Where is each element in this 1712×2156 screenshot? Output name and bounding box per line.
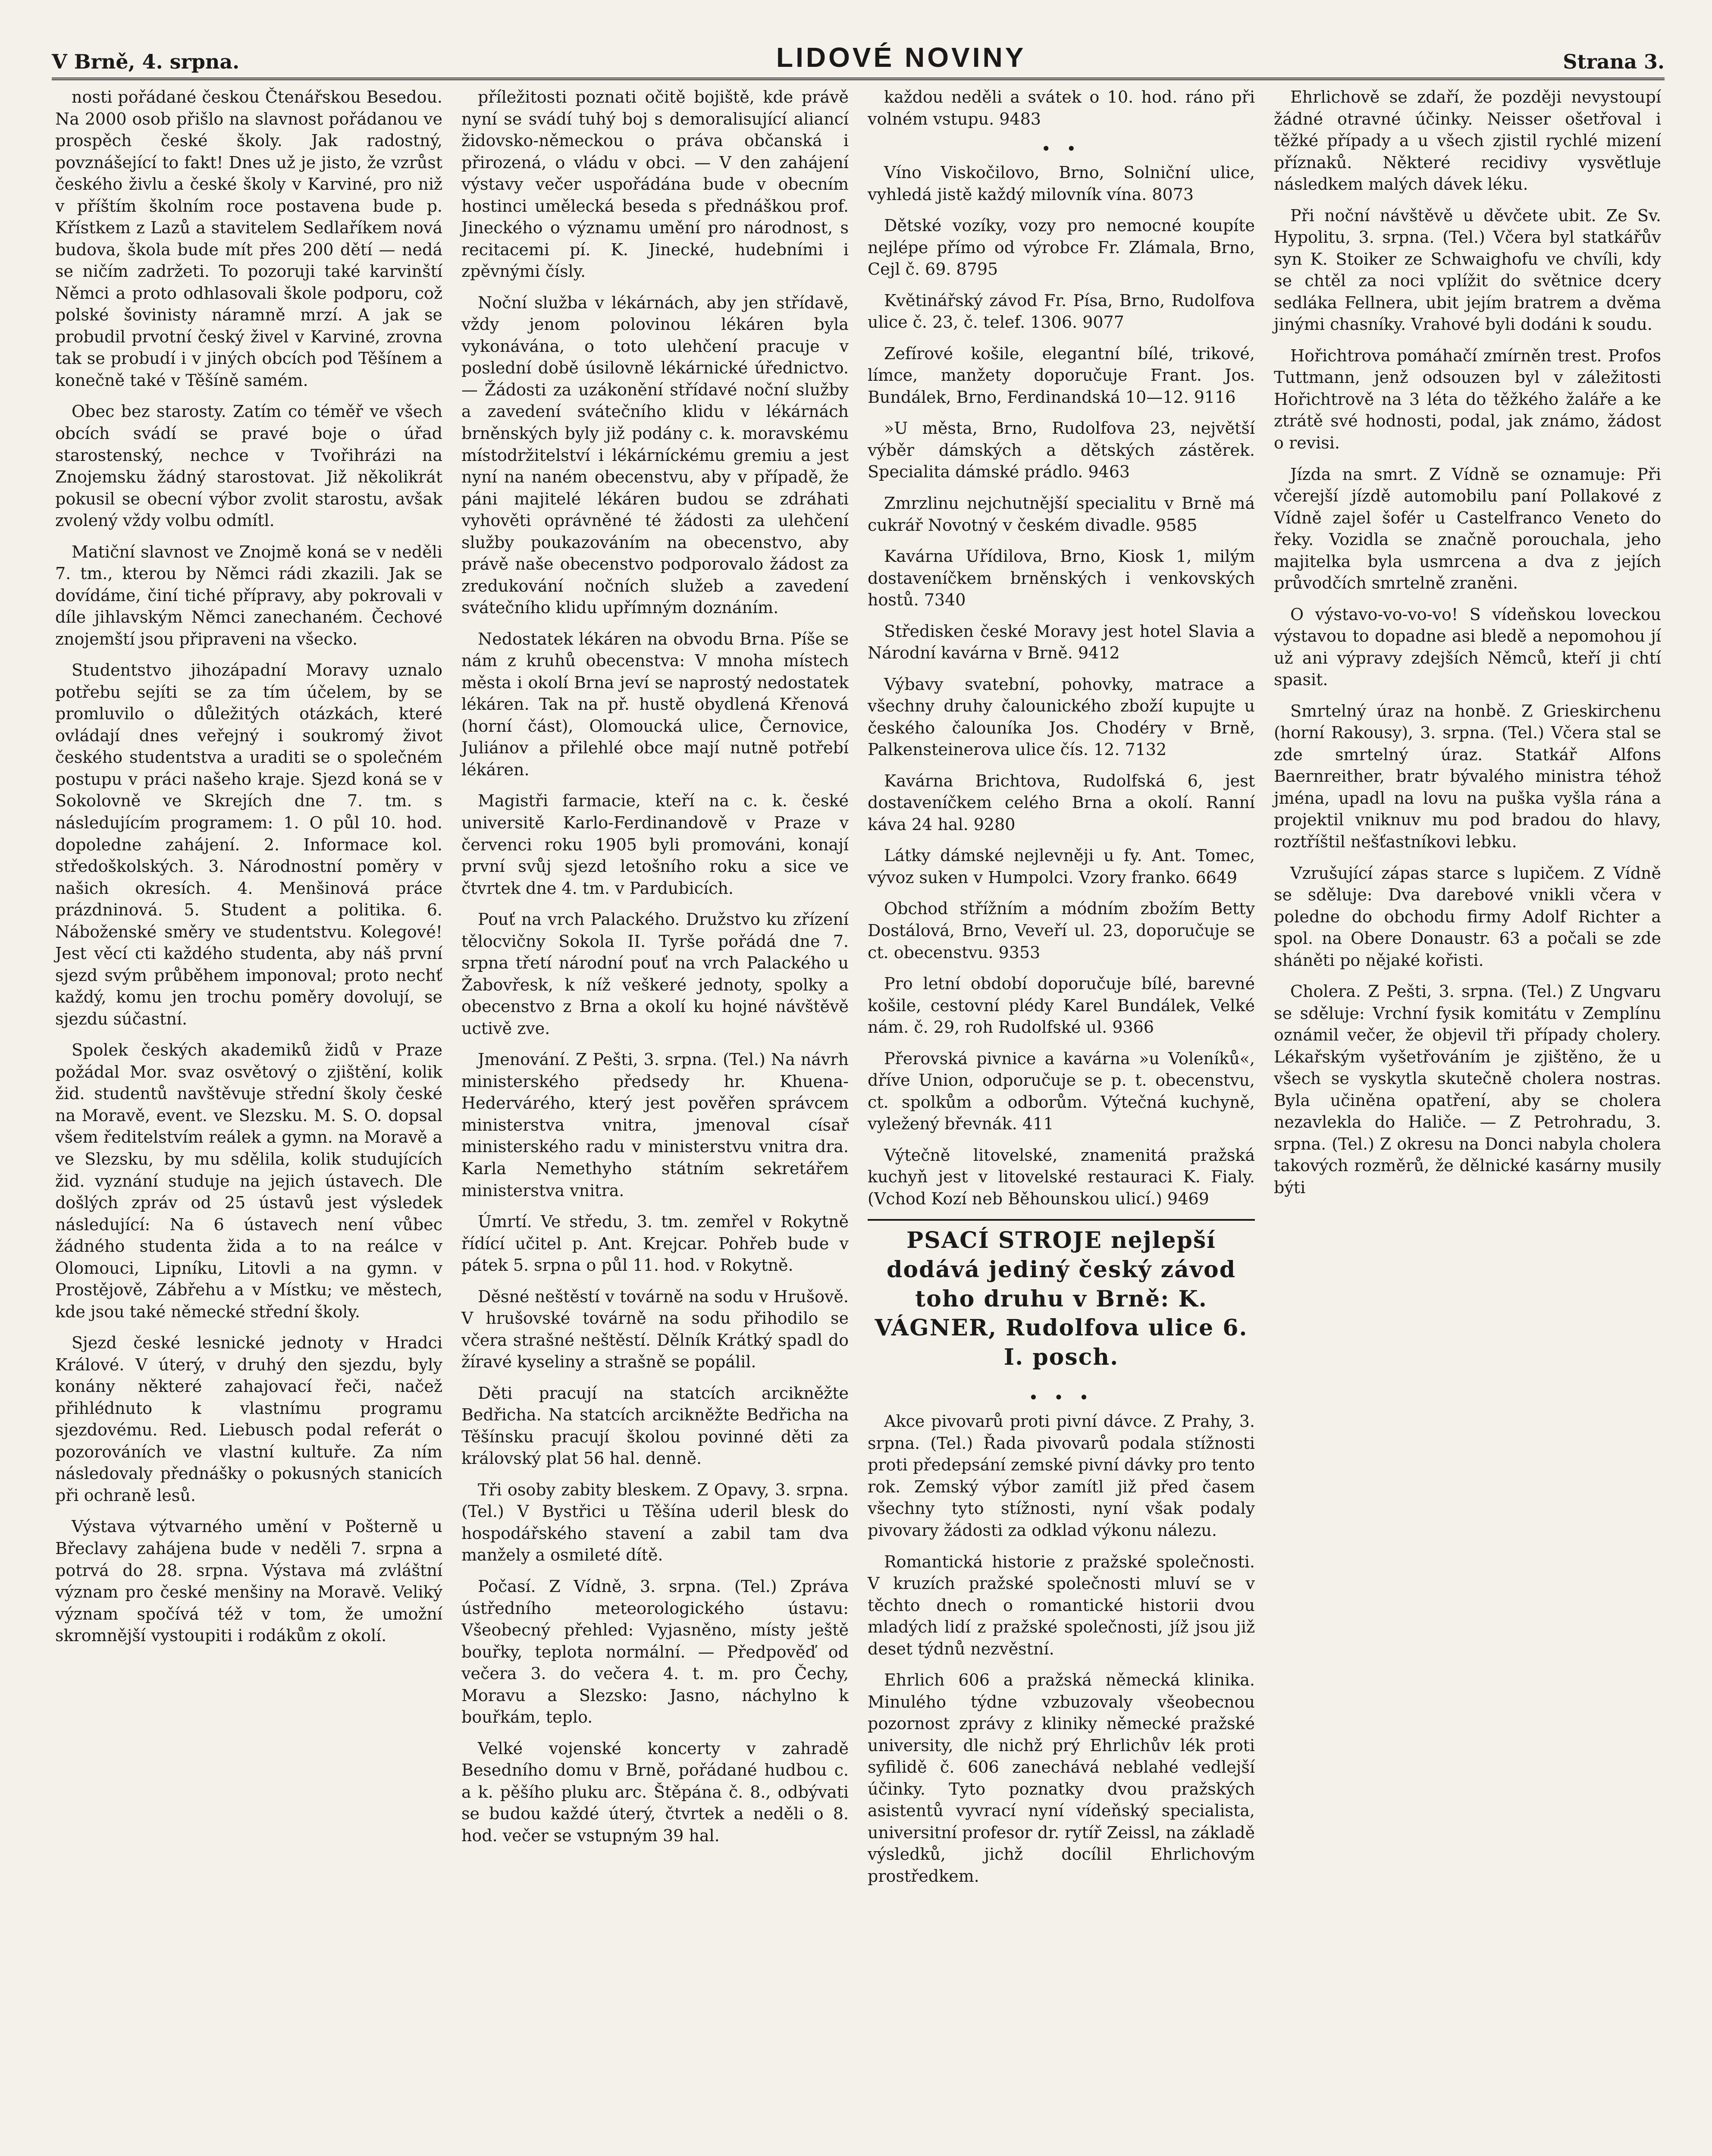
classified-ad: Dětské vozíky, vozy pro nemocné koupíte nejlépe přímo od výrobce Fr. Zlámala, Brno, Cejl č. 69. 8795 <box>868 216 1255 279</box>
classified-ad: Výtečně litovelské, znamenitá pražská kuchyň jest v litovelské restauraci K. Fialy. (Vchod Kozí neb Běhounskou ulicí.) 9469 <box>868 1145 1255 1208</box>
classified-ad: Kavárna Brichtova, Rudolfská 6, jest dostaveníčkem celého Brna a okolí. Ranní káva 24 hal. 9280 <box>868 771 1255 834</box>
article-paragraph: Hořichtrova pomáhačí zmírněn trest. Profos Tuttmann, jenž odsouzen byl v záležitosti Hořichtrově na 3 léta do těžkého žaláře a ke ztrátě své hodnosti, podal, jak známo, žádost o revisi. <box>1274 346 1661 452</box>
article-paragraph: Pouť na vrch Palackého. Družstvo ku zřízení tělocvičny Sokola II. Tyrše pořádá dne 7. srpna třetí národní pouť na vrch Palackého u Žabovřesk, k níž veškeré jednoty, spolky a obecenstvo z Brna a okolí ku hojné návštěvě uctivě zve. <box>461 910 849 1038</box>
article-paragraph: Ehrlichově se zdaří, že později nevystoupí žádné otravné účinky. Neisser ošetřoval i těžké případy a u všech zjistil rychlé mizení příznaků. Některé recidivy vysvětluje následkem malých dávek léku. <box>1274 88 1661 194</box>
column-1 <box>52 86 446 2156</box>
article-paragraph: příležitosti poznati očitě bojiště, kde právě nyní se svádí tuhý boj s demoralisující aliancí židovsko-německou o práva občanská i přirozená, o vládu v obci. — V den zahájení výstavy večer uspořádána bude v obecním hostinci umělecká beseda s přednáškou prof. Jineckého o významu umění pro národnost, s recitacemi pí. K. Jinecké, hudebními i zpěvnými čísly. <box>461 88 849 281</box>
separator-dots: • • • <box>1028 1388 1094 1407</box>
classified-ad: »U města, Brno, Rudolfova 23, největší výběr dámských a dětských zástěrek. Specialita dámské prádlo. 9463 <box>868 419 1255 482</box>
masthead <box>52 17 1665 80</box>
classified-ad: Kavárna Uřídilova, Brno, Kiosk 1, milým dostaveníčkem brněnských i venkovských hostů. 7340 <box>868 547 1255 610</box>
classified-ad: Pro letní období doporučuje bílé, barevné košile, cestovní plédy Karel Bundálek, Velké nám. č. 29, roh Rudolfské ul. 9366 <box>868 974 1255 1037</box>
columns <box>52 86 1665 2156</box>
classified-ad: Květinářský závod Fr. Písa, Brno, Rudolfova ulice č. 23, č. telef. 1306. 9077 <box>868 291 1255 332</box>
classified-ad: Přerovská pivnice a kavárna »u Voleníků«, dříve Union, odporučuje se p. t. obecenstvu, ct. spolkům a odborům. Výtečná kuchyně, vyležený břevnák. 411 <box>868 1049 1255 1134</box>
article-paragraph: Jízda na smrt. Z Vídně se oznamuje: Při včerejší jízdě automobilu paní Pollakové z Vídně zajel šofér u Castelfranco Veneto do řeky. Vozidla se značně porouchala, jeho majitelka byla usmrcena a dva z jejích průvodčích smrtelně zraněni. <box>1274 464 1661 593</box>
article-paragraph: Studentstvo jihozápadní Moravy uznalo potřebu sejíti se za tím účelem, by se promluvilo o důležitých otázkách, které ovládají dnes veřejný i soukromý život českého studentstva a uraditi se o společném postupu v práci našeho kraje. Sjezd koná se v Sokolovně ve Skrejích dne 7. tm. s následujícím programem: 1. O půl 10. hod. dopoledne zahájení. 2. Informace kol. středoškolských. 3. Národnostní poměry v našich okresích. 4. Menšinová práce prázdninová. 5. Student a politika. 6. Náboženské směry ve studentstvu. Kolegové! Jest věcí cti každého studenta, aby náš první sjezd svým průběhem imponoval; proto nechť každý, komu jen trochu poměry dovolují, se sjezdu súčastní. <box>55 661 442 1028</box>
article-paragraph: Noční služba v lékárnách, aby jen střídavě, vždy jenom polovinou lékáren byla vykonávána, o toto ulehčení pracuje v poslední době úsilovně lékárnické úřednictvo. — Žádosti za uzákonění střídavé noční služby a zavedení svátečního klidu v lékárnách brněnských byly již podány c. k. moravskému místodržitelství i lékárníckému gremiu a jest nyní na naném obecenstvu, aby v případě, že páni majitelé lékáren budou se zdráhati vyhověti oprávněné té žádosti za ulehčení služby poukazováním na obecenstvo, aby právě naše obecenstvo podporovalo žádost za zredukování nočních služeb a zavedení svátečního klidu upřímným doznáním. <box>461 293 849 617</box>
page-number: Strana 3. <box>1563 50 1665 73</box>
classified-ad: Zefírové košile, elegantní bílé, trikové, límce, manžety doporučuje Frant. Jos. Bundálek, Brno, Ferdinandská 10—12. 9116 <box>868 344 1255 407</box>
article-paragraph: Cholera. Z Pešti, 3. srpna. (Tel.) Z Ungvaru se sděluje: Vrchní fysik komitátu v Zemplínu oznámil večer, že objevil tři případy cholery. Lékařským vyšetřováním je zjištěno, že u všech se vyskytla skutečně cholera nostras. Byla učiněna opatření, aby se cholera nezavlekla do Haliče. — Z Petrohradu, 3. srpna. (Tel.) Z okresu na Donci nabyla cholera takových rozměrů, že dělnické kasárny musily býti <box>1274 982 1661 1197</box>
classified-ad: Zmrzlinu nejchutnější specialitu v Brně má cukrář Novotný v českém divadle. 9585 <box>868 493 1255 535</box>
separator-dots: • • <box>1041 139 1082 159</box>
classified-ad: Víno Viskočilovo, Brno, Solniční ulice, vyhledá jistě každý milovník vína. 8073 <box>868 163 1255 204</box>
article-paragraph: Sjezd české lesnické jednoty v Hradci Králové. V úterý, v druhý den sjezdu, byly konány některé zahajovací řeči, načež přihlédnuto k vlastnímu programu sjezdovému. Red. Liebusch podal referát o pozorováních ve vlastní kultuře. Za ním následovaly přednášky o pokusných stanicích při ochraně lesů. <box>55 1333 442 1505</box>
article-paragraph: Matiční slavnost ve Znojmě koná se v neděli 7. tm., kterou by Němci rádi zkazili. Jak se dovídáme, činí tiché přípravy, aby pokrovali v díle jihlavským Němci zanechaném. Čechové znojemští jsou připraveni na všecko. <box>55 542 442 649</box>
article-paragraph: Romantická historie z pražské společnosti. V kruzích pražské společnosti mluví se v těchto dnech o romantické historii dvou mladých lidí z pražské společnosti, jíž jsou již deset týdnů nezvěstní. <box>868 1552 1255 1658</box>
article-paragraph: každou neděli a svátek o 10. hod. ráno při volném vstupu. 9483 <box>868 88 1255 128</box>
article-paragraph: O výstavo-vo-vo-vo! S vídeňskou loveckou výstavou to dopadne asi bledě a nepomohou jí už ani výpravy zdejších Němců, kteří ji chtí spasit. <box>1274 605 1661 689</box>
typewriter-ad-text: PSACÍ STROJE nejlepší dodává jediný český závod toho druhu v Brně: K. VÁGNER, Rudolfova ulice 6. I. posch. <box>875 1227 1248 1370</box>
article-paragraph: Výstava výtvarného umění v Pošterně u Břeclavy zahájena bude v neděli 7. srpna a potrvá do 28. srpna. Výstava má zvláštní význam pro české menšiny na Moravě. Veliký význam spočívá též v tom, že umožní skromnější vystoupiti i rodákům z okolí. <box>55 1517 442 1645</box>
article-paragraph: Při noční návštěvě u děvčete ubit. Ze Sv. Hypolitu, 3. srpna. (Tel.) Včera byl statkářův syn K. Stoiker ze Schwaighofu ve chvíli, kdy se chtěl za noci vplížit do světnice dcery sedláka Fellnera, ubit jejím bratrem a dvěma jinými chasníky. Vrahové byli dodáni k soudu. <box>1274 206 1661 334</box>
classified-ad: Obchod střížním a módním zbožím Betty Dostálová, Brno, Veveří ul. 23, doporučuje se ct. obecenstvu. 9353 <box>868 899 1255 962</box>
column-3-top <box>868 86 1255 130</box>
article-paragraph: Obec bez starosty. Zatím co téměř ve všech obcích svádí se pravé boje o úřad starostenský, nechce v Tvořihrázi na Znojemsku žádný starostovat. Již několikrát pokusil se obecní výbor zvolit starostu, avšak zvolený vždy volbu odmítl. <box>55 402 442 530</box>
newspaper-title: LIDOVÉ NOVINY <box>776 42 1026 73</box>
typewriter-ad <box>868 1219 1255 1385</box>
article-paragraph: Vzrušující zápas starce s lupičem. Z Vídně se sděluje: Dva darebové vnikli včera v poledne do obchodu firmy Adolf Richter a spol. na Obere Donaustr. 63 a počali se zde sháněti po nějaké kořisti. <box>1274 863 1661 970</box>
article-paragraph: Tři osoby zabity bleskem. Z Opavy, 3. srpna. (Tel.) V Bystřici u Těšína uderil blesk do hospodářského stavení a zabil tam dva manžely a osmileté dítě. <box>461 1480 849 1565</box>
article-paragraph: Ehrlich 606 a pražská německá klinika. Minulého týdne vzbuzovaly všeobecnou pozornost zprávy z kliniky německé pražské university, dle nichž prý Ehrlichův lék proti syfilidě č. 606 zanechává neblahé vedlejší účinky. Tyto poznatky dvou pražských asistentů vyvrací nyní vídeňský specialista, universitní profesor dr. rytíř Zeissl, na základě výsledků, jichž docílil Ehrlichovým prostředkem. <box>868 1670 1255 1886</box>
article-paragraph: Smrtelný úraz na honbě. Z Grieskirchenu (horní Rakousy), 3. srpna. (Tel.) Včera stal se zde smrtelný úraz. Statkář Alfons Baernreither, bratr bývalého ministra téhož jména, upadl na lovu na puška vyšla rána a projektil vniknuv mu pod bradou do hlavy, roztříštil nešťastníkovi lebku. <box>1274 701 1661 851</box>
article-paragraph: Děti pracují na statcích arcikněžte Bedřicha. Na statcích arcikněžte Bedřicha na Těšínsku pracují školou povinné děti za královský plat 56 hal. denně. <box>461 1383 849 1468</box>
column-2 <box>458 86 852 2156</box>
article-paragraph: Jmenování. Z Pešti, 3. srpna. (Tel.) Na návrh ministerského předsedy hr. Khuena-Hedervárého, který jest pověřen správcem ministerstva vnitra, jmenoval císař ministerského radu v ministerstvu vnitra dra. Karla Nemethyho státním sekretářem ministerstva vnitra. <box>461 1050 849 1200</box>
article-paragraph: Akce pivovarů proti pivní dávce. Z Prahy, 3. srpna. (Tel.) Řada pivovarů podala stížnosti proti předepsání zemské pivní dávky pro tento rok. Zemský výbor zamítl již před časem všechny tyto stížnosti, nyní však podaly pivovary žádosti za odklad výkonu nálezu. <box>868 1412 1255 1540</box>
column-3-body <box>868 1410 1255 1887</box>
issue-date: V Brně, 4. srpna. <box>52 50 240 73</box>
article-paragraph: Nedostatek lékáren na obvodu Brna. Píše se nám z kruhů obecenstva: V mnoha místech města i okolí Brna jeví se naprostý nedostatek lékáren. Tak na př. hustě obydlená Křenová (horní část), Olomoucká ulice, Černovice, Juliánov a přilehlé obce mají nutně potřebí lékáren. <box>461 629 849 779</box>
classified-ad: Výbavy svatební, pohovky, matrace a všechny druhy čalounického zboží kupujte u českého čalouníka Jos. Chodéry v Brně, Palkensteinerova ulice čís. 12. 7132 <box>868 674 1255 759</box>
article-paragraph: Úmrtí. Ve středu, 3. tm. zemřel v Rokytně řídící učitel p. Ant. Krejcar. Pohřeb bude v pátek 5. srpna o půl 11. hod. v Rokytně. <box>461 1212 849 1275</box>
article-paragraph: nosti pořádané českou Čtenářskou Besedou. Na 2000 osob přišlo na slavnost pořádanou ve prospěch české školy. Jak radostný, povznášející to fakt! Dnes už je jisto, že vzrůst českého živlu a české školy v Karviné, pro niž v příštím školním roce postavena bude p. Křístkem z Lazů a stavitelem Sedlaříkem nová budova, škola bude mít přes 200 dětí — nedá se ničím zadržeti. To pozoruji také karvinští Němci a proto odhlasovali škole podporu, což polské šovinisty náramně mrzí. A jak se probudil prvotní český živel v Karviné, zrovna tak se probudí i v jiných obcích pod Těšínem a konečně také v Těšíně samém. <box>55 88 442 390</box>
article-paragraph: Počasí. Z Vídně, 3. srpna. (Tel.) Zpráva ústředního meteorologického ústavu: Všeobecný přehled: Vyjasněno, místy ještě bouřky, teplota normální. — Předpověď od večera 3. do večera 4. t. m. pro Čechy, Moravu a Slezsko: Jasno, náchylno k bouřkám, teplo. <box>461 1577 849 1727</box>
classified-ad: Látky dámské nejlevněji u fy. Ant. Tomec, vývoz suken v Humpolci. Vzory franko. 6649 <box>868 846 1255 887</box>
column-4 <box>1270 86 1665 2156</box>
classified-ad: Středisken české Moravy jest hotel Slavia a Národní kavárna v Brně. 9412 <box>868 621 1255 663</box>
article-paragraph: Velké vojenské koncerty v zahradě Besedního domu v Brně, pořádané hudbou c. a k. pěšího pluku arc. Štěpána č. 8., odbývati se budou každé úterý, čtvrtek a neděli o 8. hod. večer se vstupným 39 hal. <box>461 1739 849 1845</box>
article-paragraph: Magistři farmacie, kteří na c. k. české universitě Karlo-Ferdinandově v Praze v červenci roku 1905 byli promováni, konají první svůj sjezd letošního roku a sice ve čtvrtek dne 4. tm. v Pardubicích. <box>461 791 849 898</box>
article-paragraph: Spolek českých akademiků židů v Praze požádal Mor. svaz osvětový o zjištění, kolik žid. studentů navštěvuje střední školy české na Moravě, event. ve Slezsku. M. S. O. dopsal všem ředitelstvím reálek a gymn. na Moravě a ve Slezsku, by mu sdělila, kolik studujících žid. vyznání studuje na jejich ústavech. Dle došlých zpráv od 25 ústavů jest výsledek následující: Na 6 ústavech není vůbec žádného studenta žida a to na reálce v Olomouci, Lipníku, Litovli a na gymn. v Prostějově, Zábřehu a v Místku; ve městech, kde jsou také německé střední školy. <box>55 1040 442 1321</box>
classified-ads <box>868 162 1255 1210</box>
article-paragraph: Děsné neštěstí v továrně na sodu v Hrušově. V hrušovské továrně na sodu přihodilo se včera strašné neštěstí. Dělník Krátký spadl do žíravé kyseliny a strašně se popálil. <box>461 1287 849 1372</box>
column-3 <box>864 86 1258 2156</box>
